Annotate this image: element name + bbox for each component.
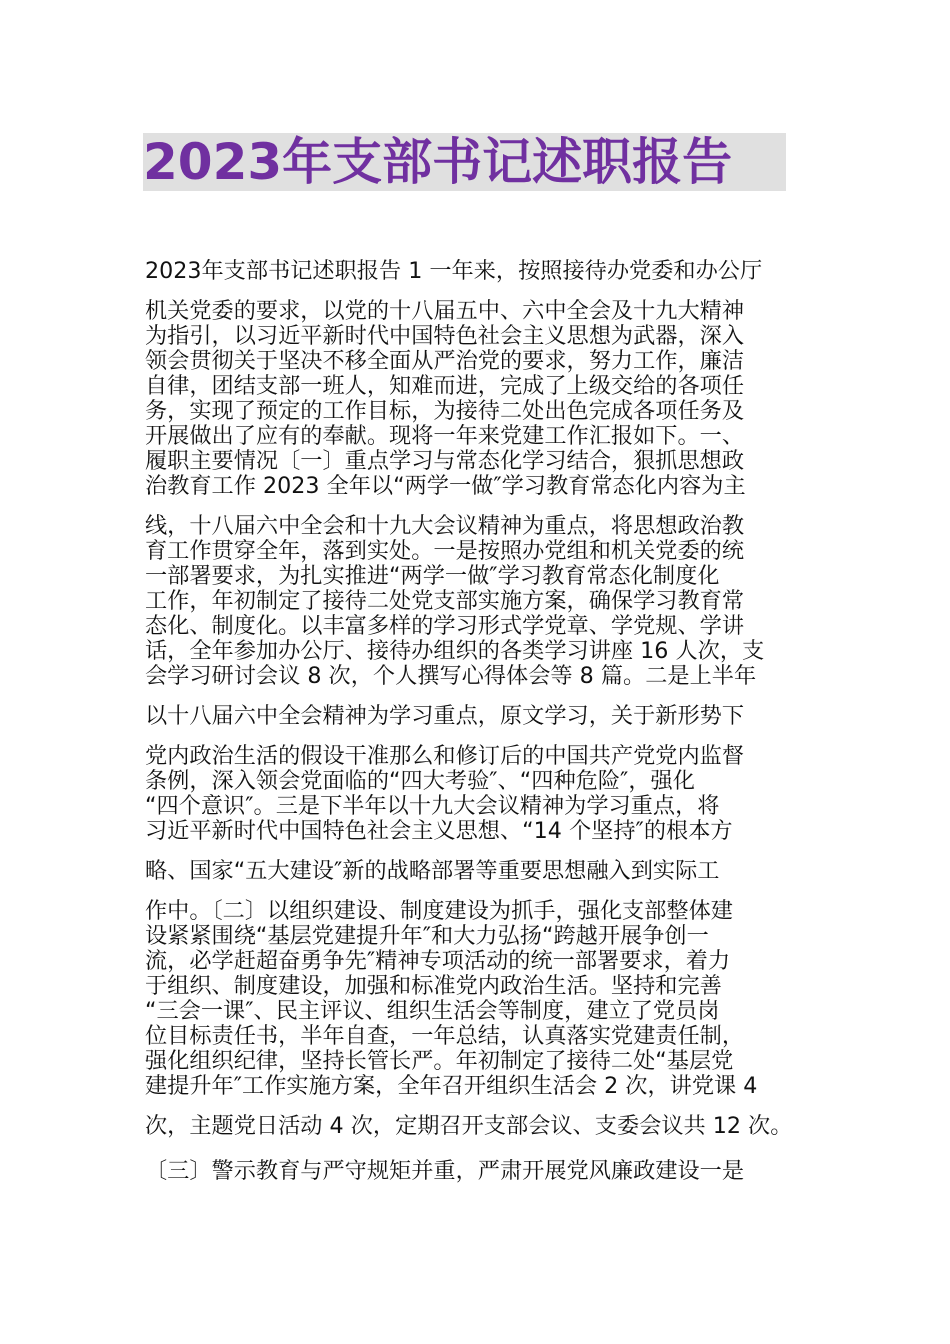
body-line: 态化、制度化。以丰富多样的学习形式学党章、学党规、学讲: [145, 613, 745, 639]
body-line: 领会贯彻关于坚决不移全面从严治党的要求，努力工作，廉洁: [145, 348, 745, 374]
body-line: 2023年支部书记述职报告 1 一年来，按照接待办党委和办公厅: [145, 258, 763, 284]
body-line: 为指引，以习近平新时代中国特色社会主义思想为武器，深入: [145, 323, 745, 349]
body-line: 次，主题党日活动 4 次，定期召开支部会议、支委会议共 12 次。: [145, 1113, 793, 1139]
body-line: 线，十八届六中全会和十九大会议精神为重点，将思想政治教: [145, 513, 745, 539]
body-line: 话，全年参加办公厅、接待办组织的各类学习讲座 16 人次，支: [145, 638, 765, 664]
body-line: 开展做出了应有的奉献。现将一年来党建工作汇报如下。一、: [145, 423, 745, 449]
document-title: 2023年支部书记述职报告: [143, 133, 786, 191]
body-line: 会学习研讨会议 8 次，个人撰写心得体会等 8 篇。二是上半年: [145, 663, 757, 689]
body-line: 自律，团结支部一班人，知难而进，完成了上级交给的各项任: [145, 373, 745, 399]
body-line: 〔三〕警示教育与严守规矩并重，严肃开展党风廉政建设一是: [145, 1158, 745, 1184]
body-line: 设紧紧围绕“基层党建提升年″和大力弘扬“跨越开展争创一: [145, 923, 709, 949]
body-line: “三会一课″、民主评议、组织生活会等制度，建立了党员岗: [145, 998, 720, 1024]
body-line: 略、国家“五大建设″新的战略部署等重要思想融入到实际工: [145, 858, 720, 884]
body-line: 条例，深入领会党面临的“四大考验″、“四种危险″，强化: [145, 768, 695, 794]
body-line: 育工作贯穿全年，落到实处。一是按照办党组和机关党委的统: [145, 538, 745, 564]
body-line: 强化组织纪律，坚持长管长严。年初制定了接待二处“基层党: [145, 1048, 734, 1074]
body-line: “四个意识″。三是下半年以十九大会议精神为学习重点，将: [145, 793, 720, 819]
body-line: 习近平新时代中国特色社会主义思想、“14 个坚持″的根本方: [145, 818, 733, 844]
body-line: 治教育工作 2023 全年以“两学一做″学习教育常态化内容为主: [145, 473, 746, 499]
body-line: 一部署要求，为扎实推进“两学一做″学习教育常态化制度化: [145, 563, 720, 589]
body-line: 以十八届六中全会精神为学习重点，原文学习，关于新形势下: [145, 703, 745, 729]
body-line: 务，实现了预定的工作目标，为接待二处出色完成各项任务及: [145, 398, 745, 424]
body-line: 流，必学赶超奋勇争先″精神专项活动的统一部署要求，着力: [145, 948, 731, 974]
body-line: 履职主要情况〔一〕重点学习与常态化学习结合，狠抓思想政: [145, 448, 745, 474]
body-line: 于组织、制度建设，加强和标准党内政治生活。坚持和完善: [145, 973, 722, 999]
body-line: 作中。〔二〕以组织建设、制度建设为抓手，强化支部整体建: [145, 898, 733, 924]
body-line: 建提升年″工作实施方案，全年召开组织生活会 2 次，讲党课 4: [145, 1073, 758, 1099]
body-line: 机关党委的要求，以党的十八届五中、六中全会及十九大精神: [145, 298, 745, 324]
body-line: 工作，年初制定了接待二处党支部实施方案，确保学习教育常: [145, 588, 745, 614]
body-line: 位目标责任书，半年自查，一年总结，认真落实党建责任制，: [145, 1023, 745, 1049]
body-line: 党内政治生活的假设干准那么和修订后的中国共产党党内监督: [145, 743, 745, 769]
